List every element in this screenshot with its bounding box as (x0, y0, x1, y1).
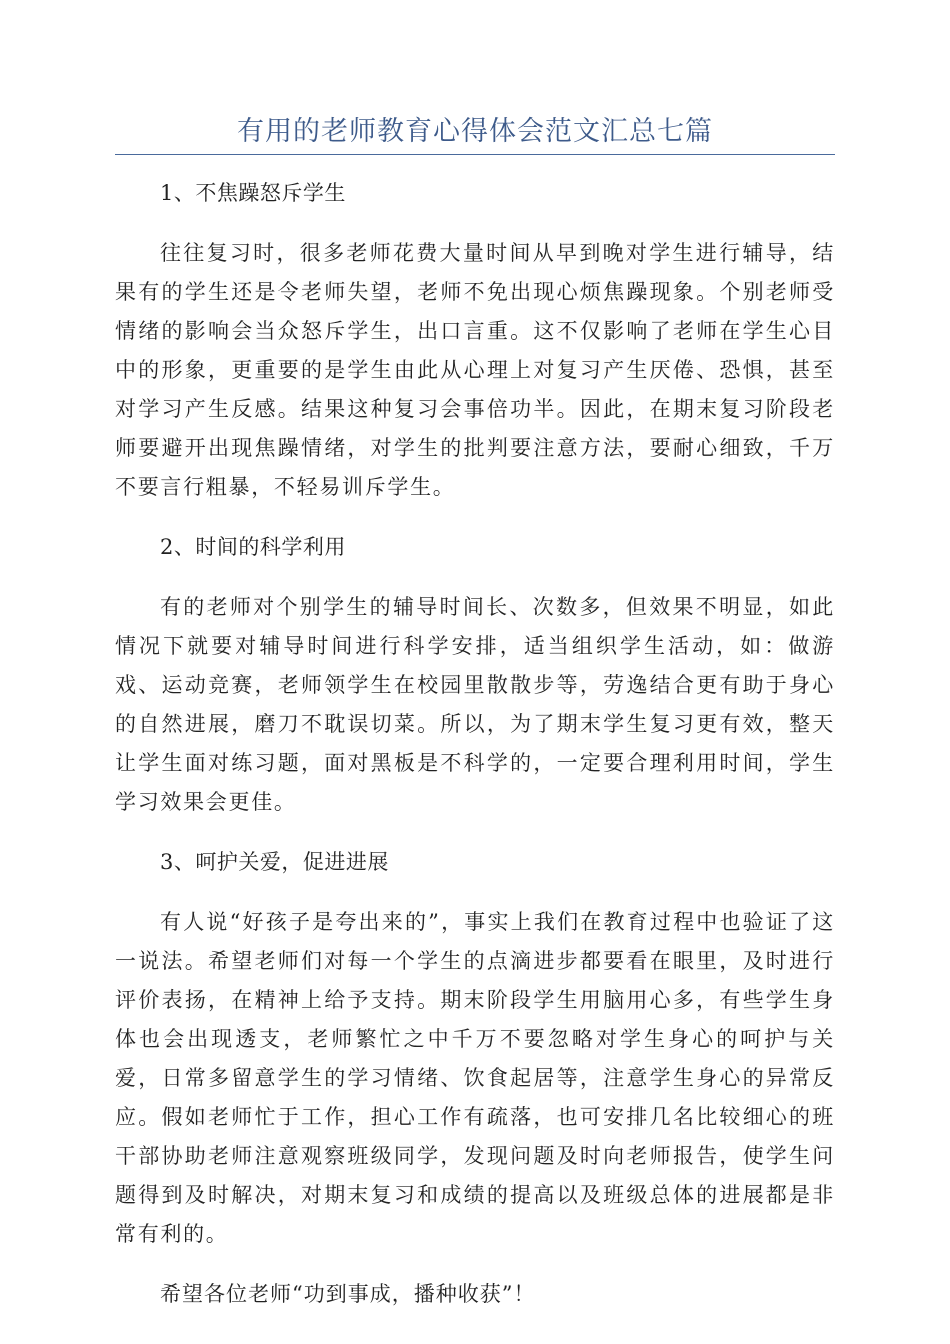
document-title: 有用的老师教育心得体会范文汇总七篇 (237, 116, 713, 147)
section-paragraph-3: 有人说“好孩子是夸出来的”，事实上我们在教育过程中也验证了这一说法。希望老师们对每一个学生的点滴进步都要看在眼里，及时进行评价表扬，在精神上给予支持。期末阶段学生用脑用心多，有些学生身体也会出现透支，老师繁忙之中千万不要忽略对学生身心的呵护与关爱，日常多留意学生的学习情绪、饮食起居等，注意学生身心的异常反应。假如老师忙于工作，担心工作有疏落，也可安排几名比较细心的班干部协助老师注意观察班级同学，发现问题及时向老师报告，使学生问题得到及时解决，对期末复习和成绩的提高以及班级总体的进展都是非常有利的。 (115, 910, 835, 1246)
section-heading-2: 2、时间的科学利用 (160, 535, 346, 559)
document-body (115, 174, 835, 1314)
section-paragraph-1: 往往复习时，很多老师花费大量时间从早到晚对学生进行辅导，结果有的学生还是令老师失望，老师不免出现心烦焦躁现象。个别老师受情绪的影响会当众怒斥学生，出口言重。这不仅影响了老师在学生心目中的形象，更重要的是学生由此从心理上对复习产生厌倦、恐惧，甚至对学习产生反感。结果这种复习会事倍功半。因此，在期末复习阶段老师要避开出现焦躁情绪，对学生的批判要注意方法，要耐心细致，千万不要言行粗暴，不轻易训斥学生。 (115, 241, 835, 499)
section-heading-1: 1、不焦躁怒斥学生 (160, 181, 346, 205)
section-heading-3: 3、呵护关爱，促进进展 (160, 850, 389, 874)
closing-line: 希望各位老师“功到事成，播种收获”！ (160, 1282, 536, 1306)
section-paragraph-2: 有的老师对个别学生的辅导时间长、次数多，但效果不明显，如此情况下就要对辅导时间进行科学安排，适当组织学生活动，如：做游戏、运动竞赛，老师领学生在校园里散散步等，劳逸结合更有助于身心的自然进展，磨刀不耽误切菜。所以，为了期末学生复习更有效，整天让学生面对练习题，面对黑板是不科学的，一定要合理利用时间，学生学习效果会更佳。 (115, 595, 835, 814)
title-divider (115, 154, 835, 155)
